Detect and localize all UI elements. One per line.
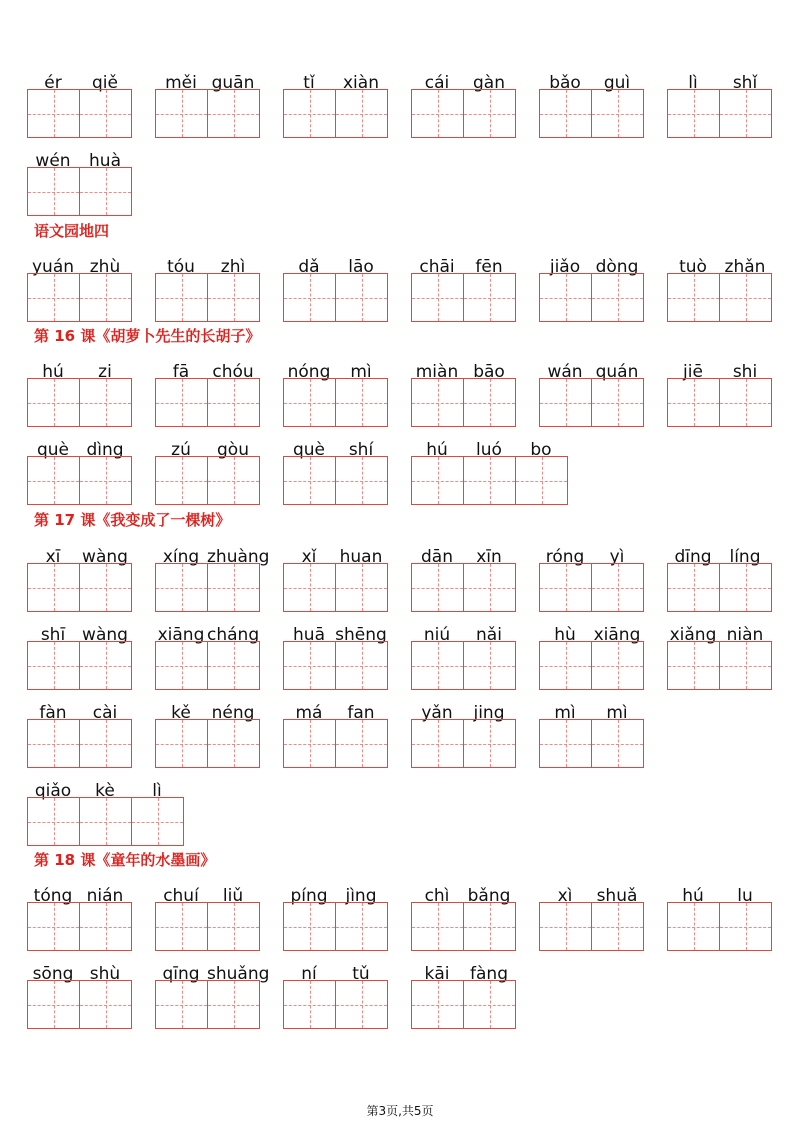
writing-cell[interactable] xyxy=(411,273,464,322)
pinyin-syllable: qīng xyxy=(162,964,200,984)
word-row xyxy=(0,701,800,771)
writing-cell[interactable] xyxy=(27,167,80,216)
tianzige-grid xyxy=(155,456,259,503)
pinyin-syllable: xiàn xyxy=(343,73,379,93)
writing-cell[interactable] xyxy=(27,563,80,612)
writing-cell[interactable] xyxy=(79,980,132,1029)
pinyin-syllable: nóng xyxy=(287,362,331,382)
page-footer: 第3页,共5页 xyxy=(366,1104,434,1118)
writing-cell[interactable] xyxy=(463,980,516,1029)
writing-cell[interactable] xyxy=(131,797,184,846)
writing-cell[interactable] xyxy=(79,797,132,846)
pinyin-syllable: shù xyxy=(89,964,121,984)
pinyin-syllable: fā xyxy=(172,362,190,382)
pinyin-syllable: dīng xyxy=(674,547,712,567)
pinyin-syllable: nián xyxy=(86,886,124,906)
tianzige-grid xyxy=(283,273,387,320)
writing-cell[interactable] xyxy=(591,902,644,951)
pinyin-syllable: shi xyxy=(732,362,758,382)
tianzige-grid xyxy=(411,456,567,503)
pinyin-syllable: fàng xyxy=(470,964,508,984)
pinyin-syllable: huà xyxy=(89,151,121,171)
writing-cell[interactable] xyxy=(335,563,388,612)
pinyin-syllable: wàng xyxy=(82,625,128,645)
pinyin-syllable: jiē xyxy=(683,362,703,382)
tianzige-grid xyxy=(411,719,515,766)
writing-cell[interactable] xyxy=(667,641,720,690)
tianzige-grid xyxy=(667,89,771,136)
pinyin-syllable: yǎn xyxy=(421,703,453,723)
pinyin-syllable: liǔ xyxy=(222,886,244,906)
tianzige-grid xyxy=(27,980,131,1027)
writing-cell[interactable] xyxy=(207,902,260,951)
pinyin-syllable: guì xyxy=(603,73,631,93)
pinyin-syllable: zú xyxy=(171,440,191,460)
writing-cell[interactable] xyxy=(539,89,592,138)
pinyin-syllable: dòng xyxy=(595,257,639,277)
pinyin-syllable: shí xyxy=(348,440,374,460)
pinyin-syllable: bo xyxy=(530,440,552,460)
tianzige-grid xyxy=(411,273,515,320)
pinyin-syllable: bǎng xyxy=(467,886,511,906)
writing-cell[interactable] xyxy=(207,980,260,1029)
tianzige-grid xyxy=(667,378,771,425)
pinyin-syllable: gàn xyxy=(473,73,505,93)
pinyin-syllable: zhuàng xyxy=(207,547,270,567)
tianzige-grid xyxy=(155,273,259,320)
lesson-heading: 第 16 课《胡萝卜先生的长胡子》 xyxy=(34,327,261,345)
pinyin-syllable: dìng xyxy=(86,440,124,460)
pinyin-syllable: qiǎo xyxy=(34,781,72,801)
tianzige-grid xyxy=(155,89,259,136)
lesson-heading: 第 18 课《童年的水墨画》 xyxy=(34,851,216,869)
writing-cell[interactable] xyxy=(27,89,80,138)
writing-cell[interactable] xyxy=(719,89,772,138)
writing-cell[interactable] xyxy=(411,980,464,1029)
pinyin-syllable: kě xyxy=(171,703,191,723)
pinyin-syllable: mì xyxy=(606,703,628,723)
writing-cell[interactable] xyxy=(79,902,132,951)
tianzige-grid xyxy=(411,902,515,949)
writing-cell[interactable] xyxy=(283,89,336,138)
tianzige-grid xyxy=(283,980,387,1027)
writing-cell[interactable] xyxy=(411,641,464,690)
tianzige-grid xyxy=(283,641,387,688)
pinyin-syllable: fēn xyxy=(475,257,503,277)
pinyin-syllable: quán xyxy=(595,362,639,382)
writing-cell[interactable] xyxy=(335,89,388,138)
writing-cell[interactable] xyxy=(539,641,592,690)
tianzige-grid xyxy=(539,641,643,688)
tianzige-grid xyxy=(539,378,643,425)
tianzige-grid xyxy=(283,902,387,949)
tianzige-grid xyxy=(27,167,131,214)
writing-cell[interactable] xyxy=(463,563,516,612)
writing-cell[interactable] xyxy=(79,167,132,216)
writing-cell[interactable] xyxy=(591,378,644,427)
writing-cell[interactable] xyxy=(335,641,388,690)
writing-cell[interactable] xyxy=(283,980,336,1029)
pinyin-syllable: wán xyxy=(547,362,583,382)
pinyin-syllable: lì xyxy=(688,73,698,93)
pinyin-syllable: niàn xyxy=(726,625,764,645)
lesson-heading: 语文园地四 xyxy=(34,222,110,240)
writing-cell[interactable] xyxy=(335,902,388,951)
writing-cell[interactable] xyxy=(79,563,132,612)
writing-cell[interactable] xyxy=(463,378,516,427)
writing-cell[interactable] xyxy=(283,719,336,768)
writing-cell[interactable] xyxy=(283,456,336,505)
tianzige-grid xyxy=(283,378,387,425)
pinyin-syllable: líng xyxy=(729,547,761,567)
pinyin-syllable: chì xyxy=(424,886,450,906)
pinyin-syllable: xǐ xyxy=(301,547,317,567)
pinyin-syllable: tǐ xyxy=(303,73,315,93)
pinyin-syllable: chāi xyxy=(419,257,455,277)
writing-cell[interactable] xyxy=(283,902,336,951)
writing-cell[interactable] xyxy=(207,641,260,690)
writing-cell[interactable] xyxy=(79,456,132,505)
pinyin-syllable: kè xyxy=(95,781,115,801)
writing-cell[interactable] xyxy=(411,719,464,768)
pinyin-syllable: kāi xyxy=(424,964,450,984)
writing-cell[interactable] xyxy=(539,563,592,612)
pinyin-syllable: chuí xyxy=(163,886,199,906)
pinyin-syllable: měi xyxy=(165,73,197,93)
word-row xyxy=(0,149,800,219)
writing-cell[interactable] xyxy=(207,378,260,427)
writing-cell[interactable] xyxy=(155,980,208,1029)
pinyin-syllable: shuǎ xyxy=(596,886,638,906)
writing-cell[interactable] xyxy=(463,641,516,690)
writing-cell[interactable] xyxy=(155,89,208,138)
writing-cell[interactable] xyxy=(27,378,80,427)
writing-cell[interactable] xyxy=(411,89,464,138)
writing-cell[interactable] xyxy=(539,273,592,322)
pinyin-syllable: róng xyxy=(545,547,585,567)
writing-cell[interactable] xyxy=(207,273,260,322)
writing-cell[interactable] xyxy=(539,378,592,427)
writing-cell[interactable] xyxy=(667,273,720,322)
lesson-heading: 第 17 课《我变成了一棵树》 xyxy=(34,511,231,529)
tianzige-grid xyxy=(155,378,259,425)
writing-cell[interactable] xyxy=(591,273,644,322)
pinyin-syllable: dǎ xyxy=(298,257,320,277)
pinyin-syllable: hú xyxy=(426,440,448,460)
writing-cell[interactable] xyxy=(591,563,644,612)
pinyin-syllable: gòu xyxy=(217,440,249,460)
writing-cell[interactable] xyxy=(411,378,464,427)
writing-cell[interactable] xyxy=(335,378,388,427)
pinyin-syllable: jiǎo xyxy=(549,257,581,277)
tianzige-grid xyxy=(27,641,131,688)
writing-cell[interactable] xyxy=(719,641,772,690)
pinyin-syllable: hù xyxy=(554,625,576,645)
pinyin-syllable: cháng xyxy=(207,625,260,645)
pinyin-syllable: tuò xyxy=(679,257,707,277)
pinyin-syllable: sōng xyxy=(32,964,74,984)
pinyin-syllable: xiāng xyxy=(157,625,205,645)
pinyin-syllable: cài xyxy=(92,703,118,723)
writing-cell[interactable] xyxy=(155,456,208,505)
tianzige-grid xyxy=(539,719,643,766)
tianzige-grid xyxy=(283,89,387,136)
writing-cell[interactable] xyxy=(155,719,208,768)
tianzige-grid xyxy=(155,980,259,1027)
pinyin-syllable: hú xyxy=(42,362,64,382)
pinyin-syllable: bǎo xyxy=(549,73,581,93)
writing-cell[interactable] xyxy=(207,456,260,505)
writing-cell[interactable] xyxy=(335,456,388,505)
writing-cell[interactable] xyxy=(463,89,516,138)
pinyin-syllable: zi xyxy=(98,362,112,382)
pinyin-syllable: shī xyxy=(40,625,66,645)
writing-cell[interactable] xyxy=(463,719,516,768)
tianzige-grid xyxy=(27,902,131,949)
pinyin-syllable: nǎi xyxy=(476,625,502,645)
tianzige-grid xyxy=(667,641,771,688)
tianzige-grid xyxy=(283,563,387,610)
pinyin-syllable: dān xyxy=(421,547,453,567)
pinyin-syllable: jing xyxy=(473,703,505,723)
pinyin-syllable: qiě xyxy=(92,73,118,93)
writing-cell[interactable] xyxy=(411,456,464,505)
pinyin-syllable: fan xyxy=(347,703,375,723)
writing-cell[interactable] xyxy=(27,456,80,505)
tianzige-grid xyxy=(27,378,131,425)
writing-cell[interactable] xyxy=(27,719,80,768)
writing-cell[interactable] xyxy=(207,719,260,768)
pinyin-syllable: miàn xyxy=(415,362,459,382)
writing-cell[interactable] xyxy=(667,89,720,138)
pinyin-syllable: fàn xyxy=(39,703,67,723)
pinyin-syllable: bāo xyxy=(473,362,505,382)
writing-cell[interactable] xyxy=(207,563,260,612)
pinyin-syllable: xiāng xyxy=(593,625,641,645)
writing-cell[interactable] xyxy=(207,89,260,138)
writing-cell[interactable] xyxy=(335,719,388,768)
writing-cell[interactable] xyxy=(335,273,388,322)
tianzige-grid xyxy=(27,563,131,610)
tianzige-grid xyxy=(411,563,515,610)
tianzige-grid xyxy=(411,641,515,688)
pinyin-syllable: tǔ xyxy=(352,964,370,984)
writing-cell[interactable] xyxy=(79,719,132,768)
pinyin-syllable: guān xyxy=(211,73,255,93)
pinyin-syllable: tóu xyxy=(167,257,195,277)
writing-cell[interactable] xyxy=(411,902,464,951)
writing-cell[interactable] xyxy=(283,273,336,322)
writing-cell[interactable] xyxy=(79,641,132,690)
word-row xyxy=(0,255,800,325)
pinyin-syllable: huā xyxy=(293,625,325,645)
tianzige-grid xyxy=(539,273,643,320)
pinyin-syllable: yì xyxy=(609,547,625,567)
pinyin-syllable: cái xyxy=(424,73,450,93)
writing-cell[interactable] xyxy=(27,797,80,846)
pinyin-syllable: zhù xyxy=(89,257,121,277)
tianzige-grid xyxy=(539,89,643,136)
writing-cell[interactable] xyxy=(155,378,208,427)
pinyin-syllable: lu xyxy=(737,886,753,906)
writing-cell[interactable] xyxy=(539,719,592,768)
tianzige-grid xyxy=(155,719,259,766)
pinyin-syllable: chóu xyxy=(212,362,254,382)
tianzige-grid xyxy=(155,641,259,688)
pinyin-syllable: zhì xyxy=(220,257,246,277)
word-row xyxy=(0,438,800,508)
tianzige-grid xyxy=(155,902,259,949)
pinyin-syllable: píng xyxy=(290,886,328,906)
writing-cell[interactable] xyxy=(719,563,772,612)
writing-cell[interactable] xyxy=(79,89,132,138)
word-row xyxy=(0,623,800,693)
pinyin-syllable: tóng xyxy=(33,886,73,906)
tianzige-grid xyxy=(283,456,387,503)
writing-cell[interactable] xyxy=(591,641,644,690)
pinyin-syllable: wàng xyxy=(82,547,128,567)
writing-cell[interactable] xyxy=(463,902,516,951)
word-row xyxy=(0,962,800,1032)
writing-cell[interactable] xyxy=(283,378,336,427)
writing-cell[interactable] xyxy=(335,980,388,1029)
writing-cell[interactable] xyxy=(283,641,336,690)
tianzige-grid xyxy=(27,273,131,320)
writing-cell[interactable] xyxy=(591,89,644,138)
writing-cell[interactable] xyxy=(283,563,336,612)
pinyin-syllable: xī xyxy=(45,547,61,567)
writing-cell[interactable] xyxy=(591,719,644,768)
writing-cell[interactable] xyxy=(667,378,720,427)
pinyin-syllable: què xyxy=(36,440,70,460)
pinyin-syllable: luó xyxy=(476,440,502,460)
writing-cell[interactable] xyxy=(667,902,720,951)
writing-cell[interactable] xyxy=(155,902,208,951)
pinyin-syllable: xíng xyxy=(162,547,200,567)
writing-cell[interactable] xyxy=(515,456,568,505)
writing-cell[interactable] xyxy=(27,980,80,1029)
tianzige-grid xyxy=(155,563,259,610)
writing-cell[interactable] xyxy=(719,902,772,951)
pinyin-syllable: shēng xyxy=(335,625,387,645)
pinyin-syllable: yuán xyxy=(31,257,75,277)
pinyin-syllable: wén xyxy=(35,151,71,171)
tianzige-grid xyxy=(667,273,771,320)
writing-cell[interactable] xyxy=(411,563,464,612)
pinyin-syllable: lāo xyxy=(348,257,374,277)
pinyin-syllable: zhǎn xyxy=(724,257,766,277)
writing-cell[interactable] xyxy=(155,563,208,612)
tianzige-grid xyxy=(411,980,515,1027)
tianzige-grid xyxy=(411,378,515,425)
writing-cell[interactable] xyxy=(719,273,772,322)
pinyin-syllable: jìng xyxy=(345,886,377,906)
pinyin-syllable: xì xyxy=(557,886,573,906)
writing-cell[interactable] xyxy=(463,456,516,505)
pinyin-syllable: xīn xyxy=(476,547,502,567)
tianzige-grid xyxy=(667,902,771,949)
writing-cell[interactable] xyxy=(463,273,516,322)
pinyin-syllable: mì xyxy=(554,703,576,723)
pinyin-syllable: má xyxy=(295,703,323,723)
writing-cell[interactable] xyxy=(79,378,132,427)
writing-cell[interactable] xyxy=(27,641,80,690)
word-row xyxy=(0,360,800,430)
pinyin-syllable: néng xyxy=(211,703,255,723)
pinyin-syllable: què xyxy=(292,440,326,460)
pinyin-syllable: xiǎng xyxy=(669,625,717,645)
pinyin-syllable: shǐ xyxy=(732,73,758,93)
tianzige-grid xyxy=(667,563,771,610)
word-row xyxy=(0,545,800,615)
pinyin-syllable: ér xyxy=(44,73,62,93)
tianzige-grid xyxy=(27,456,131,503)
pinyin-syllable: mì xyxy=(350,362,372,382)
writing-cell[interactable] xyxy=(155,273,208,322)
writing-cell[interactable] xyxy=(719,378,772,427)
writing-cell[interactable] xyxy=(155,641,208,690)
writing-cell[interactable] xyxy=(27,902,80,951)
pinyin-syllable: huan xyxy=(339,547,383,567)
tianzige-grid xyxy=(539,563,643,610)
writing-cell[interactable] xyxy=(79,273,132,322)
writing-cell[interactable] xyxy=(539,902,592,951)
tianzige-grid xyxy=(539,902,643,949)
word-row xyxy=(0,779,800,849)
pinyin-syllable: ní xyxy=(301,964,317,984)
pinyin-syllable: lì xyxy=(152,781,162,801)
tianzige-grid xyxy=(283,719,387,766)
tianzige-grid xyxy=(411,89,515,136)
writing-cell[interactable] xyxy=(27,273,80,322)
pinyin-syllable: hú xyxy=(682,886,704,906)
tianzige-grid xyxy=(27,89,131,136)
pinyin-syllable: shuǎng xyxy=(207,964,270,984)
word-row xyxy=(0,71,800,141)
writing-cell[interactable] xyxy=(667,563,720,612)
tianzige-grid xyxy=(27,719,131,766)
tianzige-grid xyxy=(27,797,183,844)
pinyin-syllable: niú xyxy=(423,625,451,645)
word-row xyxy=(0,884,800,954)
